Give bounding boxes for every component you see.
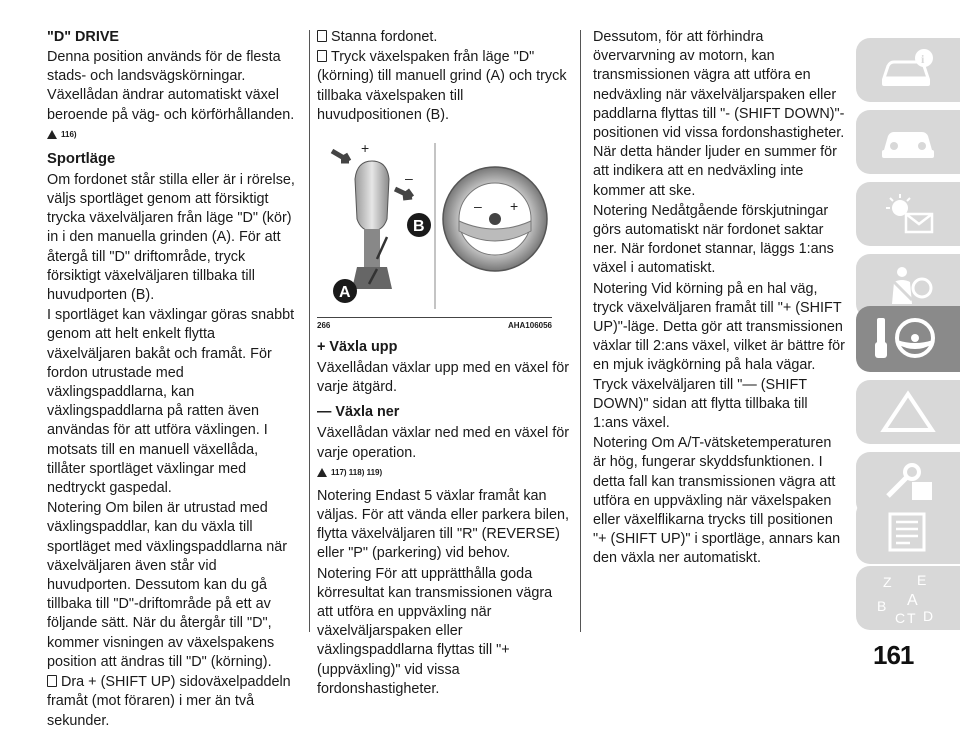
column-3 [593,28,845,570]
svg-text:D: D [923,608,934,624]
paragraph-note-gears: Notering Endast 5 växlar framåt kan väljas. För att vända eller parkera bilen, flytta växelväljaren till "R" (REVERSE) eller "P" (parkering) vid behov. [317,487,569,562]
column-divider [309,30,310,632]
warning-reference: 116) [47,127,299,143]
warning-triangle-icon [878,390,938,434]
column-1 [47,28,299,732]
minus-label: – [405,170,413,187]
heading-sport: Sportläge [47,150,116,167]
paragraph-sport-1: Om fordonet står stilla eller är i rörelse, väljs sportläget genom att försiktigt trycka växelväljaren från läge "D" (kör) in i den manuella grinden (A). För att återgå till "D" driftområde, tryck försiktigt växelväljaren tillbaka till huvudporten (B). [47,171,295,304]
paragraph-note-slippery: Notering Vid körning på en hal väg, tryck växelväljaren framåt till "+ (SHIFT UP)"-läge. Detta gör att transmissionen växlar till 2:ans växel, vilket är bättre för en mjuk ivägkörning på hala vägar. Tryck växelväljaren till "— (SHIFT DOWN)" sidan att flytta tillbaka till 1:ans växel. [593,280,845,432]
paragraph-sport-note: Notering Om bilen är utrustad med växlingspaddlar, kan du växla till sportläget med växlingspaddlarna när växelväljaren även står vid huvudporten. Dessutom kan du gå tillbaka till "D"-driftområde på ett av följande sätt. När du återgår till "D", kommer visningen av växelspakens position att ändras till "D" (körning). [47,500,287,670]
tab-specifications[interactable] [856,500,960,564]
warning-triangle-icon [317,468,327,477]
paragraph-drive: Denna position används för de flesta stads- och landsvägskörningar. Växellådan ändrar automatiskt växel beroende på väg- och körförhållanden. [47,49,295,123]
tab-info-car[interactable] [856,38,960,102]
paragraph-overrev: Dessutom, för att förhindra övervarvning av motorn, kan transmissionen vägra att utföra en nedväxling när växelväljarspaken eller paddlarna flyttas till "- (SHIFT DOWN)"-positionen vid vissa fordonshastigheter. När detta händer ljuder en summer för att indikera att en nedväxling inte kommer att ske. [593,29,845,199]
safety-belt-icon [878,264,938,308]
heading-drive: "D" DRIVE [47,29,120,45]
paragraph-note-upshift: Notering För att upprätthålla goda körresultat kan transmissionen vägra att utföra en uppväxling när växelväljarspaken eller växlingspaddlarna flyttas till "+ (uppväxling)" vid vissa fordonshastigheter. [317,565,553,697]
page-number: 161 [873,640,914,670]
checkbox-bullet-icon [317,50,327,62]
specifications-list-icon [878,510,938,554]
heading-shift-down: — Växla ner [317,404,400,421]
svg-text:+: + [510,198,519,215]
figure-number: 266 [317,321,331,331]
svg-text:A: A [907,592,918,609]
heading-shift-up: + Växla upp [317,339,398,356]
warning-reference: 117) 118) 119) [317,465,570,481]
svg-text:B: B [877,598,887,614]
dashboard-car-icon [878,120,938,164]
column-divider [580,30,581,632]
tab-index[interactable] [856,566,960,630]
svg-text:Z: Z [883,574,892,590]
paragraph-shift-up: Växellådan växlar upp med en växel för varje ätgärd. [317,360,569,396]
warning-triangle-icon [47,130,57,139]
bullet-item: Tryck växelspaken från läge "D" (körning) till manuell grind (A) och tryck tillbaka växelspaken till huvudpositionen (B). [317,49,567,123]
paragraph-sport-2: I sportläget kan växlingar göras snabbt genom att helt enkelt flytta växelväljaren bakåt och framåt. För fordon utrustade med växlingspaddlarna, kan växlingspaddlarna på ratten även användas för att utföra växlingen. I motsats till en manuell växellåda, tillåter sportläget växlingar med nedtryckt gaspedal. [47,307,295,497]
tab-lights[interactable] [856,182,960,246]
column-2 [317,28,570,700]
tab-starting-driving[interactable] [856,306,960,372]
paragraph-note-temperature: Notering Om A/T-vätsketemperaturen är hög, fungerar skyddsfunktionen. I detta fall kan transmissionen vägra att utföra en uppväxling när växelspaken eller växelflikarna trycks till positionen "+ (SHIFT UP)" i sportläge, annars kan den växla ner automatiskt. [593,435,841,567]
svg-text:–: – [474,198,482,215]
svg-text:C: C [895,610,906,625]
checkbox-bullet-icon [317,30,327,42]
checkbox-bullet-icon [47,675,57,687]
paragraph-shift-down: Växellådan växlar ned med en växel för varje operation. [317,425,569,461]
label-a: A [339,284,351,302]
bullet-item: Stanna fordonet. [317,28,570,47]
key-steering-wheel-icon [873,314,943,364]
svg-text:T: T [907,610,916,625]
tab-dashboard[interactable] [856,110,960,174]
lights-mail-icon [878,192,938,236]
bullet-item: Dra + (SHIFT UP) sidoväxelpaddeln framåt (mot föraren) i mer än två sekunder. [47,674,291,729]
plus-label: + [361,140,370,157]
info-car-icon [878,48,938,92]
gear-shift-figure [317,139,552,317]
index-letters-icon [873,571,943,625]
svg-text:E: E [917,572,927,588]
tab-emergency[interactable] [856,380,960,444]
paragraph-note-downshift: Notering Nedåtgående förskjutningar görs automatiskt när fordonet saktar ner. När fordonet stannar, läggs 1:ans växel i automatiskt. [593,202,834,277]
svg-text:i: i [921,52,925,66]
figure-caption [317,317,552,330]
gear-shift-illustration [317,139,552,317]
figure-code: AHA106056 [507,321,552,331]
label-b: B [413,218,425,236]
